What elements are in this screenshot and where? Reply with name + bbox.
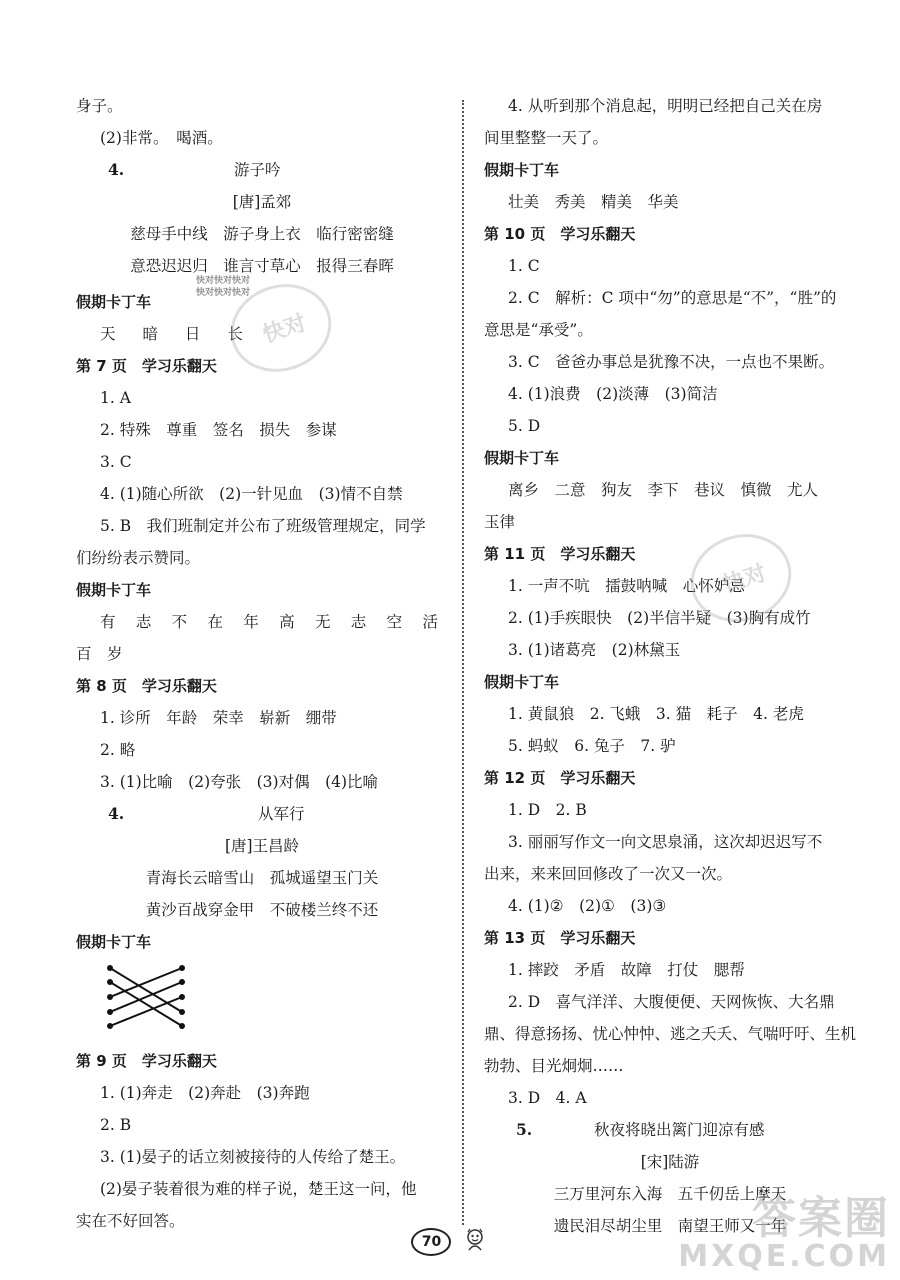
poem-author: [唐]王昌龄 xyxy=(224,837,300,855)
section-heading: 第 7 页 学习乐翻天 xyxy=(76,357,217,375)
section-heading: 第 13 页 学习乐翻天 xyxy=(484,929,636,947)
answer-line: 3. 丽丽写作文一向文思泉涌，这次却迟迟写不 xyxy=(508,833,823,851)
poem-title: 秋夜将晓出篱门迎凉有感 xyxy=(594,1121,765,1139)
poem-line: 三万里河东入海 五千仞岳上摩天 xyxy=(553,1185,787,1203)
answer-line: 4. (1)② (2)① (3)③ xyxy=(508,897,667,915)
answer-line: 5. B 我们班制定并公布了班级管理规定，同学 xyxy=(100,517,426,535)
poem-line: 慈母手中线 游子身上衣 临行密密缝 xyxy=(130,225,394,243)
matching-lines-figure xyxy=(104,962,194,1037)
answer-line: 勃勃、目光炯炯…… xyxy=(484,1057,624,1075)
mascot-icon xyxy=(461,1226,489,1258)
word: 年 xyxy=(243,613,259,631)
answer-line: 3. (1)比喻 (2)夸张 (3)对偶 (4)比喻 xyxy=(100,773,379,791)
poem-title-row xyxy=(76,154,448,186)
text-line: (2)非常。 喝酒。 xyxy=(100,129,223,147)
answer-line: 3. (1)诸葛亮 (2)林黛玉 xyxy=(508,641,681,659)
answer-line: 5. 蚂蚁 6. 兔子 7. 驴 xyxy=(508,737,676,755)
word: 有 xyxy=(100,613,116,631)
poem-title: 从军行 xyxy=(258,805,305,823)
item-number: 4. xyxy=(108,160,125,179)
answer-line: 1. C xyxy=(508,257,540,275)
section-heading: 第 10 页 学习乐翻天 xyxy=(484,225,636,243)
watermark-stamp-text: 快对 xyxy=(719,560,770,599)
answer-line: 1. (1)奔走 (2)奔赴 (3)奔跑 xyxy=(100,1084,310,1102)
answer-line: 3. D 4. A xyxy=(508,1089,587,1107)
answer-line: 3. C xyxy=(100,453,132,471)
word: 志 xyxy=(135,613,152,631)
answer-line: 2. 特殊 尊重 签名 损失 参谋 xyxy=(100,421,337,439)
poem-line: 意恐迟迟归 谁言寸草心 报得三春晖 xyxy=(130,257,394,275)
answer-words: 壮美 秀美 精美 华美 xyxy=(508,193,679,211)
answer-line: 1. 诊所 年龄 荣幸 崭新 绷带 xyxy=(100,709,337,727)
answer-line: 出来，来来回回修改了一次又一次。 xyxy=(484,865,733,883)
poem-title-row xyxy=(76,798,448,830)
poem-line: 黄沙百战穿金甲 不破楼兰终不还 xyxy=(145,901,379,919)
answer-line: 5. D xyxy=(508,417,541,435)
answer-line: 2. (1)手疾眼快 (2)半信半疑 (3)胸有成竹 xyxy=(508,609,811,627)
poem-line: 青海长云暗雪山 孤城遥望玉门关 xyxy=(145,869,379,887)
site-watermark-title: 答案圈 xyxy=(752,1193,890,1244)
answer-line: 4. (1)随心所欲 (2)一针见血 (3)情不自禁 xyxy=(100,485,403,503)
answer-line: 鼎、得意扬扬、忧心忡忡、逃之夭夭、气喘吁吁、生机 xyxy=(484,1025,856,1043)
answer-words xyxy=(76,606,448,638)
word: 暗 xyxy=(142,325,158,343)
answer-line: 1. A xyxy=(100,389,131,407)
word: 空 xyxy=(386,613,403,631)
section-heading: 第 12 页 学习乐翻天 xyxy=(484,769,636,787)
word: 在 xyxy=(207,613,223,631)
section-heading: 第 9 页 学习乐翻天 xyxy=(76,1052,217,1070)
column-divider xyxy=(462,100,464,1225)
section-heading: 假期卡丁车 xyxy=(76,293,152,311)
right-column xyxy=(484,90,856,1242)
word: 不 xyxy=(171,613,188,631)
poem-line: 遗民泪尽胡尘里 南望王师又一年 xyxy=(553,1217,787,1235)
answer-line: 百 岁 xyxy=(76,645,123,663)
answer-line: 1. D 2. B xyxy=(508,801,587,819)
answer-line: 意思是“承受”。 xyxy=(484,321,593,339)
section-heading: 假期卡丁车 xyxy=(484,161,560,179)
answer-line: 3. (1)晏子的话立刻被接待的人传给了楚王。 xyxy=(100,1148,406,1166)
matching-diagram xyxy=(104,962,194,1037)
answer-line: 4. (1)浪费 (2)淡薄 (3)简洁 xyxy=(508,385,718,403)
answer-words: 离乡 二意 狗友 李下 巷议 慎微 尤人 xyxy=(508,481,819,499)
answer-line: 2. 略 xyxy=(100,741,136,759)
word: 天 xyxy=(100,325,116,343)
word: 长 xyxy=(227,325,243,343)
answer-line: 实在不好回答。 xyxy=(76,1212,185,1230)
answer-line: 1. 黄鼠狼 2. 飞蛾 3. 猫 耗子 4. 老虎 xyxy=(508,705,804,723)
answer-line: 们纷纷表示赞同。 xyxy=(76,549,201,567)
answer-line: 3. C 爸爸办事总是犹豫不决，一点也不果断。 xyxy=(508,353,835,371)
poem-author: [唐]孟郊 xyxy=(232,193,292,211)
page-number: 70 xyxy=(411,1228,451,1256)
answer-line: 4. 从听到那个消息起，明明已经把自己关在房 xyxy=(508,97,823,115)
answer-line: (2)晏子装着很为难的样子说，楚王这一问，他 xyxy=(100,1180,417,1198)
section-heading: 第 8 页 学习乐翻天 xyxy=(76,677,217,695)
section-heading: 假期卡丁车 xyxy=(76,933,152,951)
word: 志 xyxy=(350,613,367,631)
answer-words: 玉律 xyxy=(484,513,516,531)
site-watermark-url: MXQE.COM xyxy=(678,1239,890,1274)
section-heading: 假期卡丁车 xyxy=(484,673,560,691)
item-number: 5. xyxy=(516,1120,533,1139)
poem-author: [宋]陆游 xyxy=(640,1153,700,1171)
section-heading: 假期卡丁车 xyxy=(76,581,152,599)
item-number: 4. xyxy=(108,804,125,823)
word: 活 xyxy=(422,613,438,631)
answer-line: 1. 摔跤 矛盾 故障 打仗 腮帮 xyxy=(508,961,745,979)
poem-title: 游子吟 xyxy=(234,161,281,179)
word: 高 xyxy=(279,613,295,631)
section-heading: 第 11 页 学习乐翻天 xyxy=(484,545,636,563)
watermark-small-text: 快对快对快对 xyxy=(196,288,251,298)
answer-line: 间里整整一天了。 xyxy=(484,129,609,147)
answer-line: 2. C 解析：C 项中“勿”的意思是“不”，“胜”的 xyxy=(508,289,837,307)
left-column xyxy=(76,90,448,1237)
word: 无 xyxy=(314,613,331,631)
answer-line: 1. 一声不吭 擂鼓呐喊 心怀妒忌 xyxy=(508,577,745,595)
word: 日 xyxy=(184,325,201,343)
section-heading: 假期卡丁车 xyxy=(484,449,560,467)
text-line: 身子。 xyxy=(76,97,123,115)
answer-line: 2. B xyxy=(100,1116,132,1134)
poem-title-row xyxy=(484,1114,856,1146)
watermark-stamp-text: 快对 xyxy=(259,310,310,349)
answer-line: 2. D 喜气洋洋、大腹便便、天网恢恢、大名鼎 xyxy=(508,993,835,1011)
watermark-small-text: 快对快对快对 xyxy=(196,276,251,286)
page-footer xyxy=(0,1226,900,1258)
